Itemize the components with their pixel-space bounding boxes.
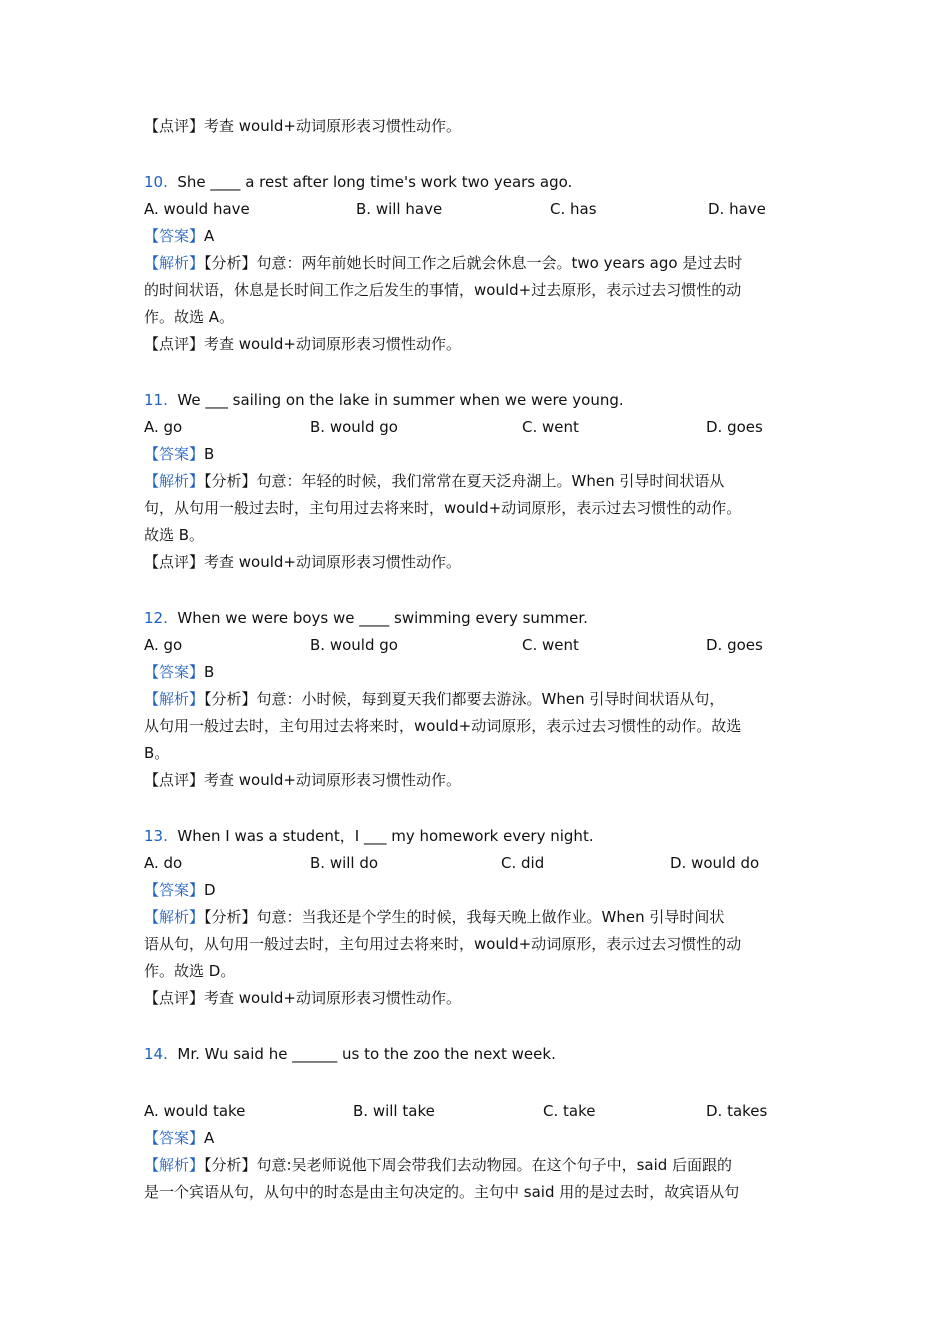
analysis-text: 【分析】句意：小时候，每到夏天我们都要去游泳。When 引导时间状语从句， [204,690,725,708]
analysis-line [144,907,724,927]
analysis-line [144,1155,732,1175]
question-number: 12. [144,609,168,627]
option-c: C. went [522,418,579,436]
question-10 [144,172,572,192]
analysis-text: 【分析】句意：当我还是个学生的时候，我每天晚上做作业。When 引导时间状 [204,908,725,926]
analysis-line: 作。故选 A。 [144,308,235,326]
option-d: D. have [708,200,766,218]
option-a: A. go [144,418,183,436]
analysis-line [144,253,742,273]
question-number: 14. [144,1045,168,1063]
option-a: A. go [144,636,183,654]
option-c: C. did [501,854,545,872]
comment-line: 【点评】考查 would+动词原形表习惯性动作。 [144,989,461,1007]
analysis-tag: 【解析】 [144,472,205,490]
analysis-line: B。 [144,744,170,762]
option-b: B. will do [310,854,379,872]
analysis-line: 句，从句用一般过去时，主句用过去将来时，would+动词原形，表示过去习惯性的动作。 [144,499,742,517]
question-stem: Mr. Wu said he ______ us to the zoo the next week. [177,1045,556,1063]
answer-tag: 【答案】 [144,1129,205,1147]
option-c: C. take [543,1102,596,1120]
question-number: 13. [144,827,168,845]
option-b: B. would go [310,636,398,654]
answer-line [144,662,214,682]
comment-line: 【点评】考查 would+动词原形表习惯性动作。 [144,771,461,789]
option-a: A. do [144,854,183,872]
comment-line: 【点评】考查 would+动词原形表习惯性动作。 [144,553,461,571]
option-a: A. would take [144,1102,246,1120]
option-d: D. goes [706,636,763,654]
question-stem: We ___ sailing on the lake in summer when we were young. [177,391,624,409]
option-d: D. takes [706,1102,768,1120]
analysis-text: 【分析】句意:吴老师说他下周会带我们去动物园。在这个句子中，said 后面跟的 [204,1156,733,1174]
answer-tag: 【答案】 [144,881,205,899]
option-c: C. has [550,200,597,218]
analysis-tag: 【解析】 [144,254,205,272]
answer-line [144,226,214,246]
analysis-line [144,471,724,491]
analysis-tag: 【解析】 [144,1156,205,1174]
option-b: B. would go [310,418,398,436]
option-d: D. would do [670,854,760,872]
analysis-line: 从句用一般过去时，主句用过去将来时，would+动词原形，表示过去习惯性的动作。故选 [144,717,742,735]
comment-line: 【点评】考查 would+动词原形表习惯性动作。 [144,335,461,353]
question-14 [144,1044,556,1064]
answer-value: D [204,881,216,899]
option-b: B. will have [356,200,443,218]
answer-tag: 【答案】 [144,445,205,463]
option-d: D. goes [706,418,763,436]
question-stem: She ____ a rest after long time's work two years ago. [177,173,573,191]
analysis-text: 【分析】句意：两年前她长时间工作之后就会休息一会。two years ago 是过去时 [204,254,743,272]
question-13 [144,826,594,846]
analysis-text: 【分析】句意：年轻的时候，我们常常在夏天泛舟湖上。When 引导时间状语从 [204,472,725,490]
analysis-tag: 【解析】 [144,908,205,926]
analysis-line: 作。故选 D。 [144,962,236,980]
analysis-line: 故选 B。 [144,526,205,544]
analysis-line [144,689,724,709]
answer-value: A [204,1129,215,1147]
question-stem: When we were boys we ____ swimming every summer. [177,609,588,627]
answer-value: A [204,227,215,245]
option-c: C. went [522,636,579,654]
question-12 [144,608,588,628]
answer-tag: 【答案】 [144,227,205,245]
analysis-line: 的时间状语，休息是长时间工作之后发生的事情，would+过去原形，表示过去习惯性的动 [144,281,742,299]
option-a: A. would have [144,200,250,218]
answer-line [144,444,214,464]
answer-line [144,880,216,900]
question-11 [144,390,624,410]
question-number: 10. [144,173,168,191]
answer-line [144,1128,214,1148]
analysis-tag: 【解析】 [144,690,205,708]
question-number: 11. [144,391,168,409]
comment-line: 【点评】考查 would+动词原形表习惯性动作。 [144,117,461,135]
answer-tag: 【答案】 [144,663,205,681]
option-b: B. will take [353,1102,435,1120]
question-stem: When I was a student，I ___ my homework every night. [177,827,594,845]
analysis-line: 是一个宾语从句，从句中的时态是由主句决定的。主句中 said 用的是过去时，故宾语从句 [144,1183,740,1201]
analysis-line: 语从句，从句用一般过去时，主句用过去将来时，would+动词原形，表示过去习惯性的动 [144,935,742,953]
answer-value: B [204,445,215,463]
answer-value: B [204,663,215,681]
